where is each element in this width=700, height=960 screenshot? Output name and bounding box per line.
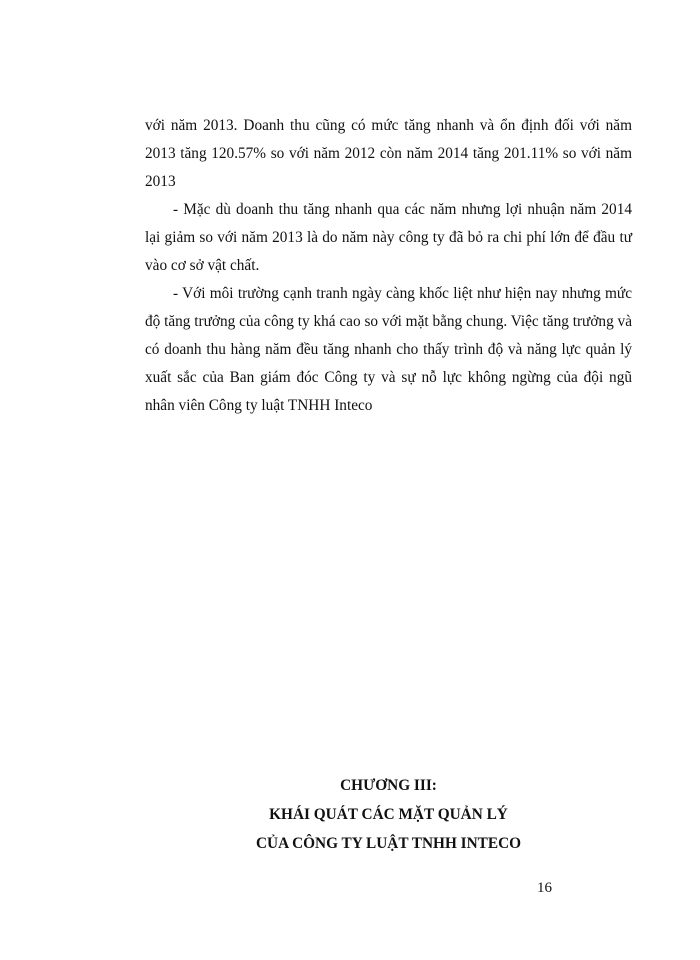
chapter-title-line-2: CỦA CÔNG TY LUẬT TNHH INTECO [255, 835, 522, 852]
chapter-heading [145, 771, 632, 858]
body-text [145, 112, 632, 420]
paragraph-profit-decline: - Mặc dù doanh thu tăng nhanh qua các năm nhưng lợi nhuận năm 2014 lại giảm so với năm 2013 là do năm này công ty đã bỏ ra chi phí lớn để đầu tư vào cơ sở vật chất. [145, 201, 632, 274]
page-number: 16 [537, 880, 552, 896]
paragraph-competition: - Với môi trường cạnh tranh ngày càng khốc liệt như hiện nay nhưng mức độ tăng trưởng của công ty khá cao so với mặt bằng chung. Việc tăng trưởng và có doanh thu hàng năm đều tăng nhanh cho thấy trình độ và năng lực quản lý xuất sắc của Ban giám đóc Công ty và sự nỗ lực không ngừng của đội ngũ nhân viên Công ty luật TNHH Inteco [145, 285, 632, 414]
chapter-number: CHƯƠNG III: [340, 777, 437, 794]
paragraph-revenue-growth: với năm 2013. Doanh thu cũng có mức tăng nhanh và ổn định đối với năm 2013 tăng 120.57% so với năm 2012 còn năm 2014 tăng 201.11% so với năm 2013 [145, 117, 632, 190]
chapter-title-line-1: KHÁI QUÁT CÁC MẶT QUẢN LÝ [269, 806, 508, 823]
